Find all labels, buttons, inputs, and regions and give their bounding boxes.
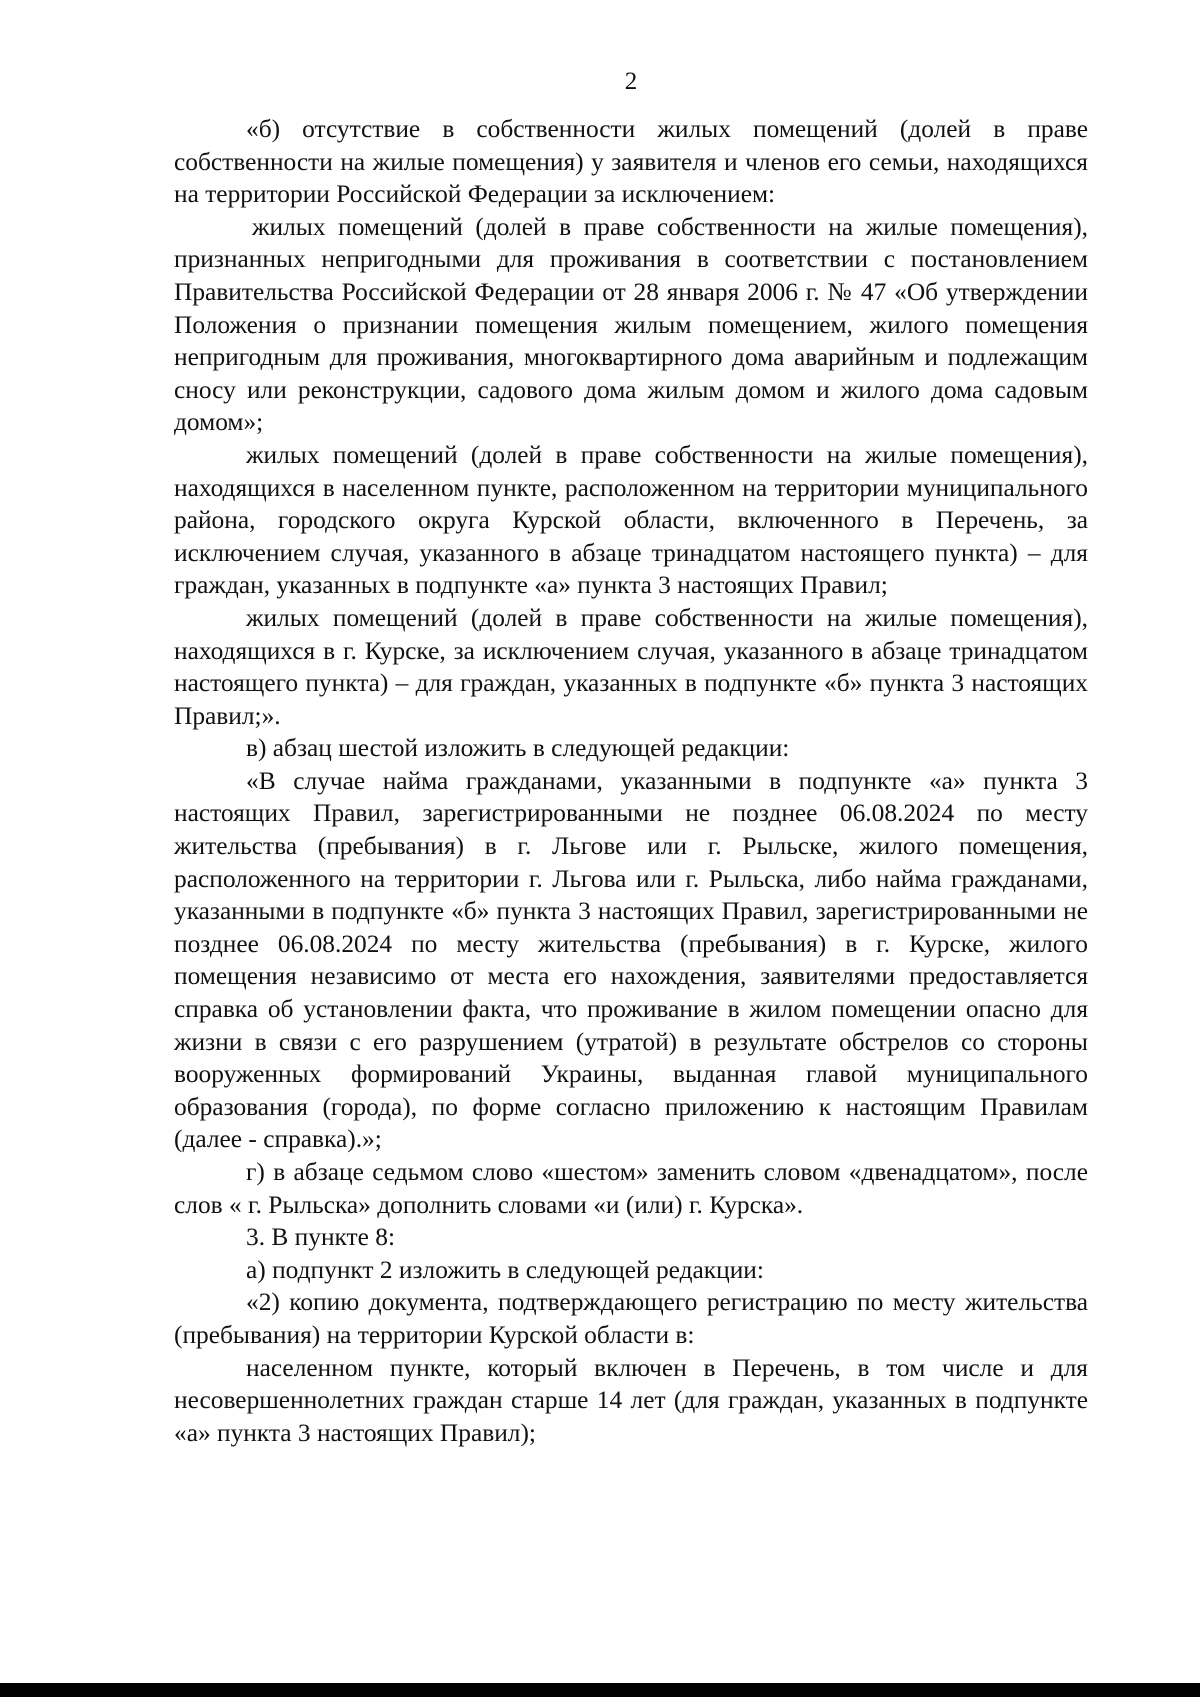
paragraph: жилых помещений (долей в праве собственности на жилые помещения), находящихся в населенном пункте, расположенном на территории муниципального района, городского округа Курской области, включенного в Перечень, за исключением случая, указанного в абзаце тринадцатом настоящего пункта) – для граждан, указанных в подпункте «а» пункта 3 настоящих Правил; bbox=[174, 440, 1088, 600]
paragraph: а) подпункт 2 изложить в следующей редакции: bbox=[246, 1255, 764, 1284]
paragraph: жилых помещений (долей в праве собственности на жилые помещения), находящихся в г. Курске, за исключением случая, указанного в абзаце тринадцатом настоящего пункта) – для граждан, указанных в подпункте «б» пункта 3 настоящих Правил;». bbox=[174, 603, 1088, 730]
paragraph: г) в абзаце седьмом слово «шестом» заменить словом «двенадцатом», после слов « г. Рыльска» дополнить словами «и (или) г. Курска». bbox=[174, 1158, 1088, 1219]
paragraph: в) абзац шестой изложить в следующей редакции: bbox=[246, 734, 790, 763]
paragraph: «б) отсутствие в собственности жилых помещений (долей в праве собственности на жилые помещения) у заявителя и членов его семьи, находящихся на территории Российской Федерации за исключением: bbox=[174, 115, 1088, 209]
page-number: 2 bbox=[624, 68, 638, 95]
paragraph: «В случае найма гражданами, указанными в подпункте «а» пункта 3 настоящих Правил, зарегистрированными не позднее 06.08.2024 по месту жительства (пребывания) в г. Льгове или г. Рыльске, жилого помещения, расположенного на территории г. Льгова или г. Рыльска, либо найма гражданами, указанными в подпункте «б» пункта 3 настоящих Правил, зарегистрированными не позднее 06.08.2024 по месту жительства (пребывания) в г. Курске, жилого помещения независимо от места его нахождения, заявителями предоставляется справка об установлении факта, что проживание в жилом помещении опасно для жизни в связи с его разрушением (утратой) в результате обстрелов со стороны вооруженных формирований Украины, выданная главой муниципального образования (города), по форме согласно приложению к настоящим Правилам (далее - справка).»; bbox=[174, 766, 1088, 1154]
paragraph: населенном пункте, который включен в Перечень, в том числе и для несовершеннолетних граждан старше 14 лет (для граждан, указанных в подпункте «а» пункта 3 настоящих Правил); bbox=[174, 1353, 1088, 1447]
paragraph: жилых помещений (долей в праве собственности на жилые помещения), признанных непригодными для проживания в соответствии с постановлением Правительства Российской Федерации от 28 января 2006 г. № 47 «Об утверждении Положения о признании помещения жилым помещением, жилого помещения непригодным для проживания, многоквартирного дома аварийным и подлежащим сносу или реконструкции, садового дома жилым домом и жилого дома садовым домом»; bbox=[174, 212, 1088, 437]
paragraph: 3. В пункте 8: bbox=[246, 1223, 396, 1252]
scan-bottom-edge bbox=[0, 1683, 1200, 1697]
document-body bbox=[174, 113, 1088, 1449]
paragraph: «2) копию документа, подтверждающего регистрацию по месту жительства (пребывания) на территории Курской области в: bbox=[174, 1288, 1088, 1349]
